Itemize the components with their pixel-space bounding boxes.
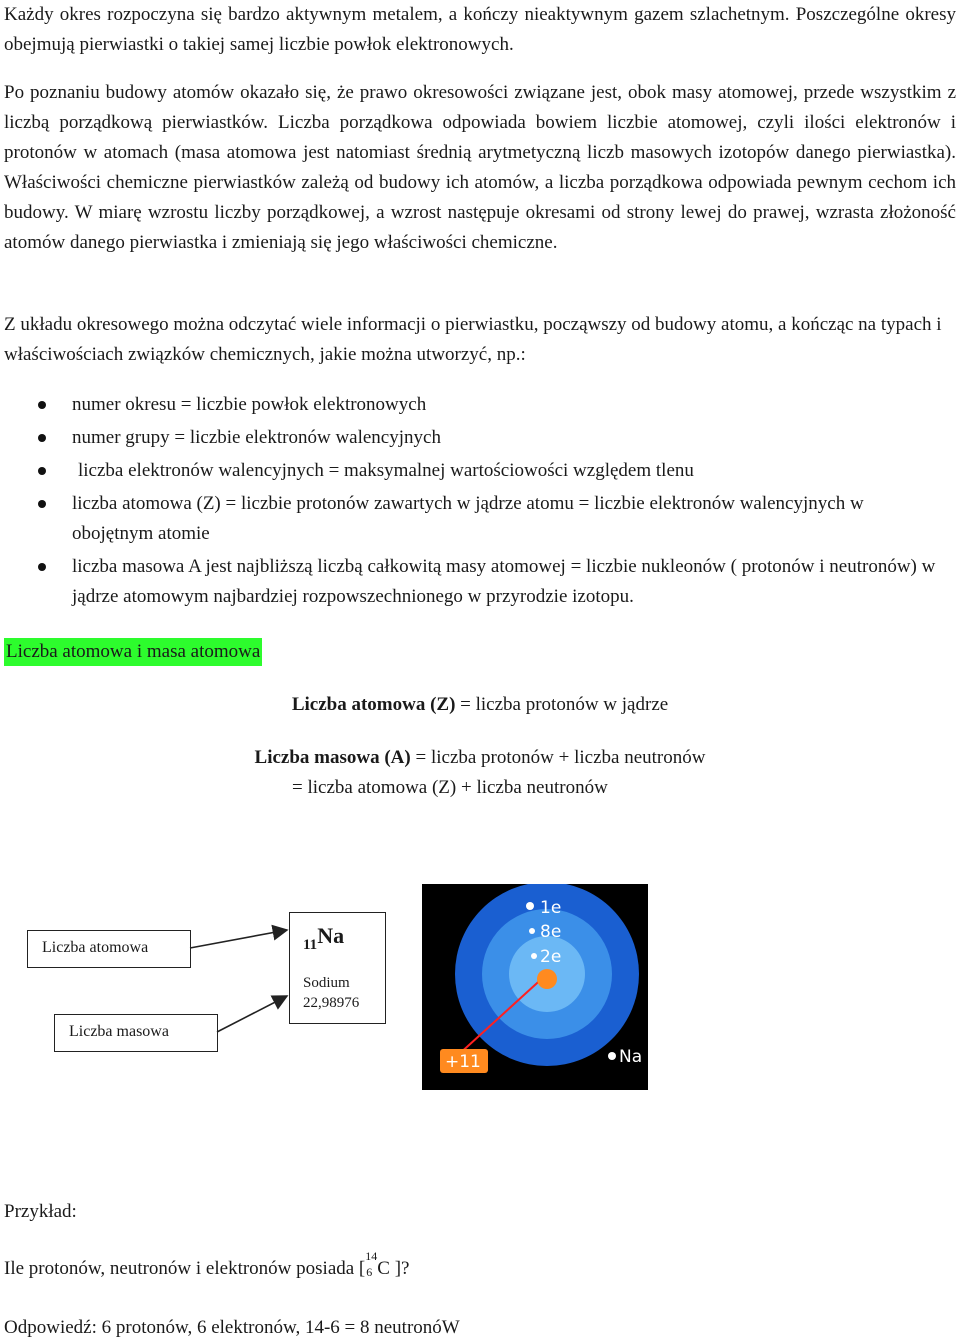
definition-text: = liczba protonów w jądrze <box>455 694 669 715</box>
nucleus-label: +11 <box>445 1052 481 1072</box>
list-item-text: liczba atomowa (Z) = liczbie protonów zawartych w jądrze atomu = liczbie elektronów walencyjnych w obojętnym atomie <box>72 493 864 544</box>
mass-number-label: Liczba masowa <box>69 1023 169 1040</box>
list-item-text: numer okresu = liczbie powłok elektronowych <box>72 394 427 415</box>
paragraph-atomic-structure: Po poznaniu budowy atomów okazało się, że prawo okresowości związane jest, obok masy atomowej, przede wszystkim z liczbą porządkową pierwiastków. Liczba porządkowa odpowiada bowiem liczbie atomowej, czyli ilości elektronów i protonów w atomach (masa atomowa jest natomiast średnią arytmetyczną liczb masowych izotopów danego pierwiastka). Właściwości chemiczne pierwiastków zależą od budowy ich atomów, a liczba porządkowa odpowiada pewnym cechom ich budowy. W miarę wzrostu liczby porządkowej, a wzrost następuje okresami od strony lewej do prawej, wzrasta złożoność atomów danego pierwiastka i zmieniają się jego właściwości chemiczne. <box>4 82 956 253</box>
electron-icon <box>529 928 535 934</box>
shell-label-outer: 1e <box>540 898 562 918</box>
isotope-symbol: C <box>377 1258 390 1279</box>
element-name: Sodium <box>303 975 350 991</box>
paragraph-periods: Każdy okres rozpoczyna się bardzo aktywnym metalem, a kończy nieaktywnym gazem szlachetnym. Poszczególne okresy obejmują pierwiastki o takiej samej liczbie powłok elektronowych. <box>4 4 956 55</box>
definition-term: Liczba atomowa (Z) <box>291 694 456 715</box>
electron-icon <box>526 902 534 910</box>
section-heading: Liczba atomowa i masa atomowa <box>4 638 262 666</box>
electron-icon <box>531 953 537 959</box>
list-item-text: numer grupy = liczbie elektronów walencyjnych <box>72 427 441 448</box>
definition-term: Liczba masowa (A) <box>254 747 411 768</box>
list-item-text: liczba masowa A jest najbliższą liczbą całkowitą masy atomowej = liczbie nukleonów ( protonów i neutronów) w jądrze atomowym najbardziej rozpowszechnionego w przyrodzie izotopu. <box>72 556 936 607</box>
sodium-atom-image <box>422 884 648 1090</box>
shell-label-middle: 8e <box>540 922 562 942</box>
electron-icon <box>608 1052 616 1060</box>
example-heading: Przykład: <box>4 1201 77 1222</box>
list-item-text: liczba elektronów walencyjnych = maksymalnej wartościowości względem tlenu <box>78 460 694 481</box>
element-atomic-number: 11 <box>303 937 318 953</box>
example-question <box>4 1249 410 1284</box>
question-text: Ile protonów, neutronów i elektronów posiada [ <box>4 1258 366 1279</box>
example-answer: Odpowiedź: 6 protonów, 6 elektronów, 14-6 = 8 neutronóW <box>4 1317 460 1338</box>
nucleus <box>537 969 557 989</box>
shell-label-inner: 2e <box>540 947 562 967</box>
definition-mass-number-line2: = liczba atomowa (Z) + liczba neutronów <box>292 777 608 798</box>
element-mass: 22,98976 <box>303 995 360 1011</box>
definition-text: = liczba protonów + liczba neutronów <box>410 747 706 768</box>
isotope-notation <box>365 1249 378 1279</box>
atomic-number-label: Liczba atomowa <box>42 939 149 956</box>
arrow-atomic-number <box>190 930 287 948</box>
paragraph-periodic-table-info: Z układu okresowego można odczytać wiele informacji o pierwiastku, począwszy od budowy atomu, a kończąc na typach i właściwościach związków chemicznych, jakie można utworzyć, np.: <box>4 314 942 365</box>
isotope-mass: 14 <box>365 1249 378 1263</box>
question-end: ]? <box>389 1258 410 1279</box>
arrow-mass-number <box>217 996 287 1032</box>
isotope-atomic: 6 <box>366 1265 373 1279</box>
atom-symbol-label: Na <box>619 1047 643 1067</box>
element-symbol: Na <box>317 923 345 948</box>
